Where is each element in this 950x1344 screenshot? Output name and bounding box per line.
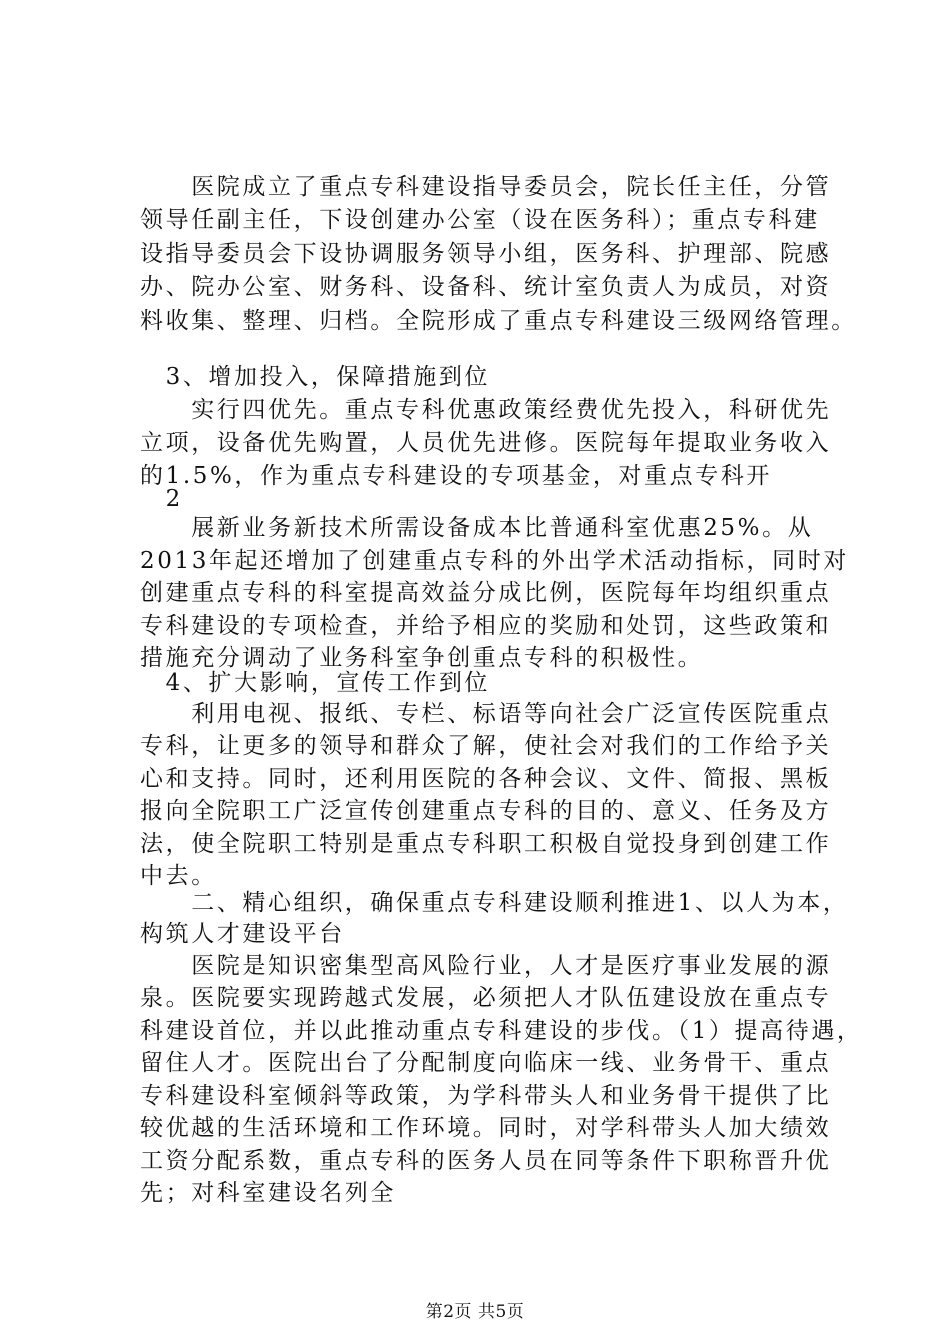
text-line: 措施充分调动了业务科室争创重点专科的积极性。 xyxy=(140,645,704,671)
text-line: 办、院办公室、财务科、设备科、统计室负责人为成员，对资 xyxy=(140,274,832,300)
text-line: 先；对科室建设名列全 xyxy=(140,1180,396,1206)
text-line: 利用电视、报纸、专栏、标语等向社会广泛宣传医院重点 xyxy=(140,701,832,727)
text-line: 较优越的生活环境和工作环境。同时，对学科带头人加大绩效 xyxy=(140,1115,832,1141)
text-line: 工资分配系数，重点专科的医务人员在同等条件下职称晋升优 xyxy=(140,1148,832,1174)
text-line: 专科建设科室倾斜等政策，为学科带头人和业务骨干提供了比 xyxy=(140,1083,832,1109)
text-line: 立项，设备优先购置，人员优先进修。医院每年提取业务收入 xyxy=(140,430,832,456)
text-line: 中去。 xyxy=(140,863,217,889)
section-heading: 二、精心组织，确保重点专科建设顺利推进1、以人为本， xyxy=(140,890,849,916)
page-footer: 第2页 共5页 xyxy=(425,1302,525,1322)
text-line: 心和支持。同时，还利用医院的各种会议、文件、简报、黑板 xyxy=(140,766,832,792)
text-line: 设指导委员会下设协调服务领导小组，医务科、护理部、院感 xyxy=(140,241,832,267)
text-line: 构筑人才建设平台 xyxy=(140,921,345,947)
section-heading: 4、扩大影响，宣传工作到位 xyxy=(140,670,491,696)
text-line: 领导任副主任，下设创建办公室（设在医务科）；重点专科建 xyxy=(140,207,820,233)
text-line: 报向全院职工广泛宣传创建重点专科的目的、意义、任务及方 xyxy=(140,798,832,824)
text-line: 创建重点专科的科室提高效益分成比例，医院每年均组织重点 xyxy=(140,580,832,606)
inline-page-number: 2 xyxy=(140,486,183,512)
text-line: 医院成立了重点专科建设指导委员会，院长任主任，分管 xyxy=(140,174,832,200)
text-line: 专科，让更多的领导和群众了解，使社会对我们的工作给予关 xyxy=(140,733,832,759)
text-line: 实行四优先。重点专科优惠政策经费优先投入，科研优先 xyxy=(140,397,832,423)
text-line: 科建设首位，并以此推动重点专科建设的步伐。（1）提高待遇， xyxy=(140,1018,863,1044)
text-line: 料收集、整理、归档。全院形成了重点专科建设三级网络管理。 xyxy=(140,308,857,334)
text-line: 专科建设的专项检查，并给予相应的奖励和处罚，这些政策和 xyxy=(140,613,832,639)
section-heading: 3、增加投入，保障措施到位 xyxy=(140,364,491,390)
text-line: 法，使全院职工特别是重点专科职工积极自觉投身到创建工作 xyxy=(140,831,832,857)
text-line: 泉。医院要实现跨越式发展，必须把人才队伍建设放在重点专 xyxy=(140,985,832,1011)
text-line: 2013年起还增加了创建重点专科的外出学术活动指标，同时对 xyxy=(140,548,849,574)
text-line: 医院是知识密集型高风险行业，人才是医疗事业发展的源 xyxy=(140,953,832,979)
text-line: 展新业务新技术所需设备成本比普通科室优惠25%。从 xyxy=(140,515,814,541)
text-line: 留住人才。医院出台了分配制度向临床一线、业务骨干、重点 xyxy=(140,1050,832,1076)
text-line: 的1.5%，作为重点专科建设的专项基金，对重点专科开 xyxy=(140,463,773,489)
